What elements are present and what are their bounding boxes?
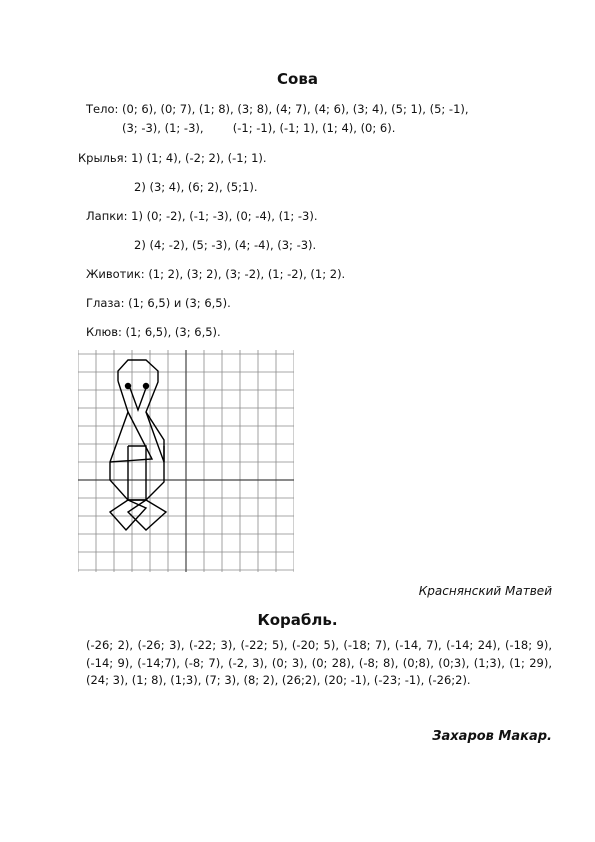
owl-author: Краснянский Матвей (418, 584, 552, 598)
ship-author: Захаров Макар. (432, 729, 552, 744)
ship-coordinates: (-26; 2), (-26; 3), (-22; 3), (-22; 5), (-20; 5), (-18; 7), (-14, 7), (-14; 24), (-18; 9), (-14; 9), (-14;7), (-8; 7), (-2, 3), (0; 3), (0; 28), (-8; 8), (0;8), (0;3), (1;3), (1; 29), (24; 3), (1; 8), (1;3), (7; 3), (8; 2), (26;2), (20; -1), (-23; -1), (-26;2). (86, 638, 552, 687)
owl-beak: Клюв: (1; 6,5), (3; 6,5). (86, 325, 221, 339)
owl-paws-line-2: 2) (4; -2), (5; -3), (4; -4), (3; -3). (134, 238, 317, 252)
owl-drawing (78, 350, 294, 572)
owl-grid-svg (78, 350, 294, 572)
owl-right-eye (143, 383, 149, 389)
owl-belly-outline (128, 446, 146, 500)
owl-eyes: Глаза: (1; 6,5) и (3; 6,5). (86, 296, 231, 310)
owl-left-eye (125, 383, 131, 389)
ship-title: Корабль. (257, 611, 338, 629)
owl-wings-line-2: 2) (3; 4), (6; 2), (5;1). (134, 180, 258, 194)
owl-title: Сова (277, 70, 318, 88)
owl-right-paw (128, 500, 166, 530)
owl-figure (110, 360, 166, 530)
owl-body-line-2: (3; -3), (1; -3), (-1; -1), (-1; 1), (1; 4), (0; 6). (122, 121, 396, 135)
owl-paws-line-1: Лапки: 1) (0; -2), (-1; -3), (0; -4), (1; -3). (86, 209, 318, 223)
owl-body-line-1: Тело: (0; 6), (0; 7), (1; 8), (3; 8), (4; 7), (4; 6), (3; 4), (5; 1), (5; -1), (86, 102, 469, 116)
owl-belly: Животик: (1; 2), (3; 2), (3; -2), (1; -2), (1; 2). (86, 267, 346, 281)
owl-wings-line-1: Крылья: 1) (1; 4), (-2; 2), (-1; 1). (78, 151, 267, 165)
